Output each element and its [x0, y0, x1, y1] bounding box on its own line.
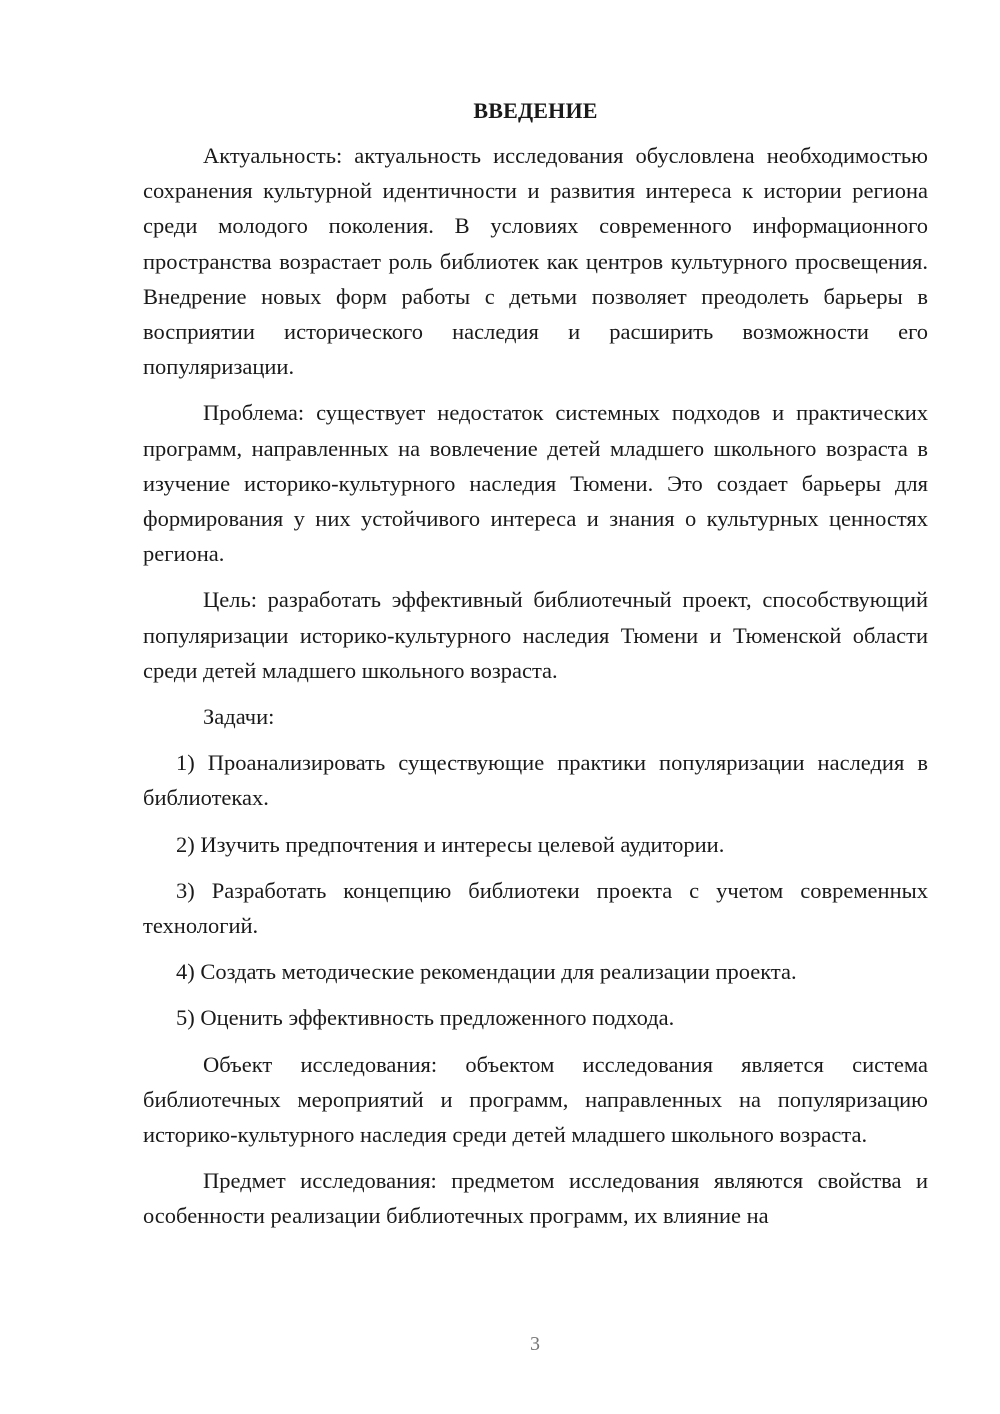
document-page: [143, 94, 928, 1234]
paragraph-problem: Проблема: существует недостаток системных подходов и практических программ, направленных на вовлечение детей младшего школьного возраста в изучение историко-культурного наследия Тюмени. Это создает барьеры для формирования у них устойчивого интереса и знания о культурных ценностях региона.: [143, 400, 928, 567]
task-item-3: 3) Разработать концепцию библиотеки проекта с учетом современных технологий.: [143, 877, 928, 939]
paragraph-relevance: Актуальность: актуальность исследования обусловлена необходимостью сохранения культурной идентичности и развития интереса к истории региона среди молодого поколения. В условиях современного информационного пространства возрастает роль библиотек как центров культурного просвещения. Внедрение новых форм работы с детьми позволяет преодолеть барьеры в восприятии исторического наследия и расширить возможности его популяризации.: [143, 143, 928, 380]
task-item-1: 1) Проанализировать существующие практики популяризации наследия в библиотеках.: [143, 750, 928, 811]
task-item-4: 4) Создать методические рекомендации для реализации проекта.: [176, 959, 797, 985]
tasks-heading: Задачи:: [203, 704, 275, 730]
page-number: 3: [530, 1333, 540, 1355]
paragraph-object: Объект исследования: объектом исследования является система библиотечных мероприятий и программ, направленных на популяризацию историко-культурного наследия среди детей младшего школьного возраста.: [143, 1051, 928, 1148]
paragraph-subject: Предмет исследования: предметом исследования являются свойства и особенности реализации библиотечных программ, их влияние на: [143, 1168, 928, 1229]
page-title: ВВЕДЕНИЕ: [473, 98, 598, 123]
task-item-5: 5) Оценить эффективность предложенного подхода.: [176, 1005, 675, 1031]
paragraph-goal: Цель: разработать эффективный библиотечный проект, способствующий популяризации историко-культурного наследия Тюмени и Тюменской области среди детей младшего школьного возраста.: [143, 587, 928, 683]
task-item-2: 2) Изучить предпочтения и интересы целевой аудитории.: [176, 831, 725, 857]
